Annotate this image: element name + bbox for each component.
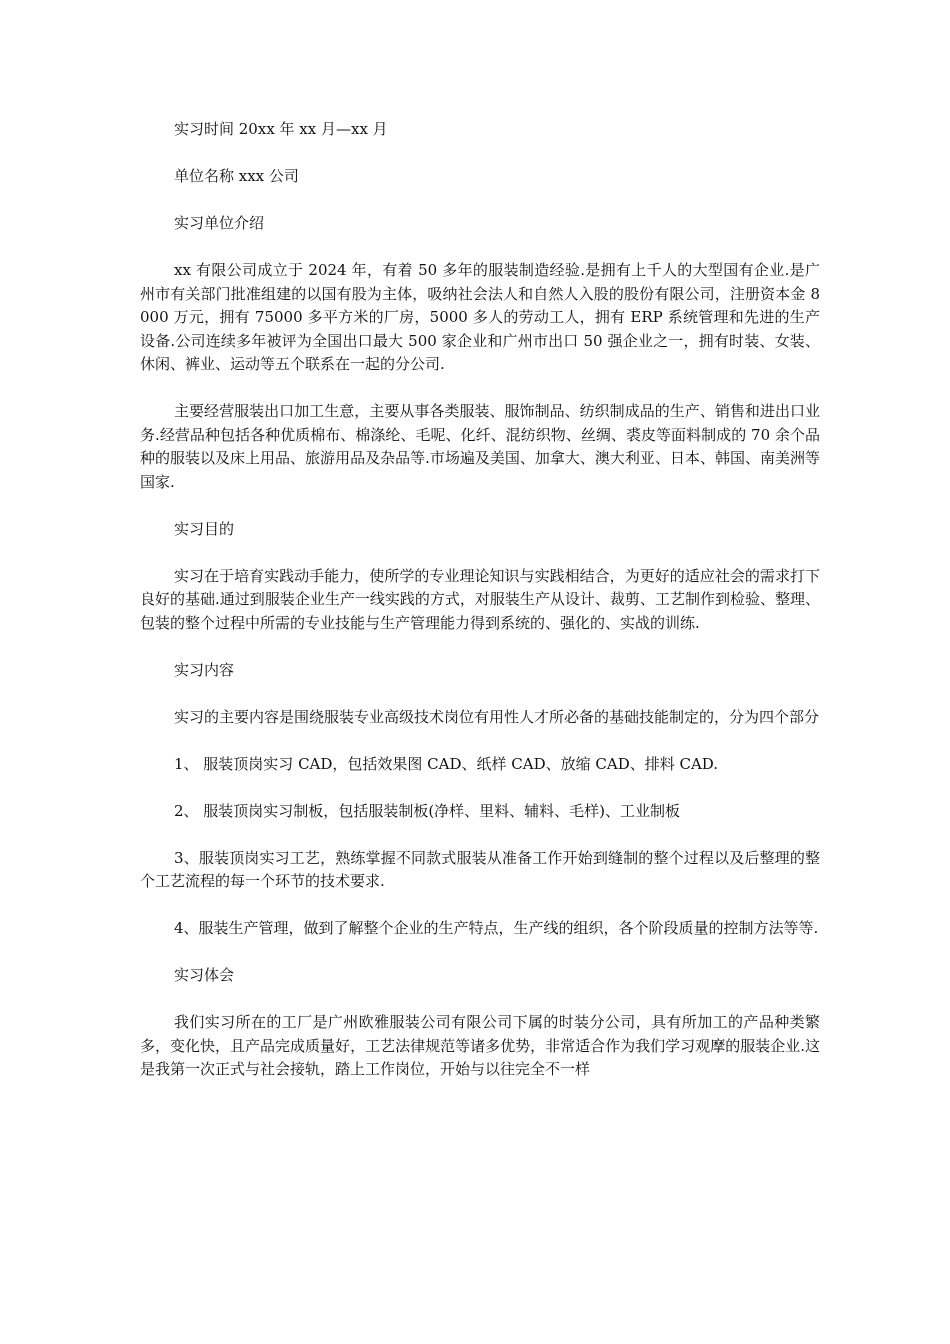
experience-paragraph: 我们实习所在的工厂是广州欧雅服装公司有限公司下属的时装分公司，具有所加工的产品种类繁多，变化快，且产品完成质量好，工艺法律规范等诸多优势，非常适合作为我们学习观摩的服装企业.这是我第一次正式与社会接轨，踏上工作岗位，开始与以往完全不一样 (140, 1013, 820, 1078)
content-item-1: 1、 服装顶岗实习 CAD，包括效果图 CAD、纸样 CAD、放缩 CAD、排料 CAD. (174, 754, 719, 773)
content-item-3: 3、服装顶岗实习工艺，熟练掌握不同款式服装从准备工作开始到缝制的整个过程以及后整理的整个工艺流程的每一个环节的技术要求. (140, 848, 820, 890)
document-page (140, 118, 820, 1105)
internship-time: 实习时间 20xx 年 xx 月—xx 月 (174, 120, 388, 138)
content-heading: 实习内容 (174, 660, 235, 679)
content-item-2: 2、 服装顶岗实习制板，包括服装制板(净样、里料、辅料、毛样)、工业制板 (174, 801, 681, 820)
purpose-paragraph: 实习在于培育实践动手能力，使所学的专业理论知识与实践相结合，为更好的适应社会的需求打下良好的基础.通过到服装企业生产一线实践的方式，对服装生产从设计、裁剪、工艺制作到检验、整理、包装的整个过程中所需的专业技能与生产管理能力得到系统的、强化的、实战的训练. (140, 566, 820, 632)
experience-heading: 实习体会 (174, 966, 235, 984)
company-intro-paragraph-1: xx 有限公司成立于 2024 年，有着 50 多年的服装制造经验.是拥有上千人的大型国有企业.是广州市有关部门批准组建的以国有股为主体，吸纳社会法人和自然人入股的股份有限公司，注册资本金 8000 万元，拥有 75000 多平方米的厂房，5000 多人的劳动工人，拥有 ERP 系统管理和先进的生产设备.公司连续多年被评为全国出口最大 500 家企业和广州市出口 50 强企业之一，拥有时装、女装、休闲、裤业、运动等五个联系在一起的分公司. (140, 261, 820, 373)
content-item-4: 4、服装生产管理，做到了解整个企业的生产特点，生产线的组织，各个阶段质量的控制方法等等. (174, 919, 819, 937)
company-intro-paragraph-2: 主要经营服装出口加工生意，主要从事各类服装、服饰制品、纺织制成品的生产、销售和进出口业务.经营品种包括各种优质棉布、棉涤纶、毛呢、化纤、混纺织物、丝绸、裘皮等面料制成的 70 余个品种的服装以及床上用品、旅游用品及杂品等.市场遍及美国、加拿大、澳大利亚、日本、韩国、南美洲等国家. (140, 402, 820, 491)
content-paragraph: 实习的主要内容是围绕服装专业高级技术岗位有用性人才所必备的基础技能制定的，分为四个部分 (174, 707, 820, 726)
company-name: 单位名称 xxx 公司 (174, 167, 299, 185)
purpose-heading: 实习目的 (174, 519, 235, 538)
company-intro-heading: 实习单位介绍 (174, 214, 265, 232)
